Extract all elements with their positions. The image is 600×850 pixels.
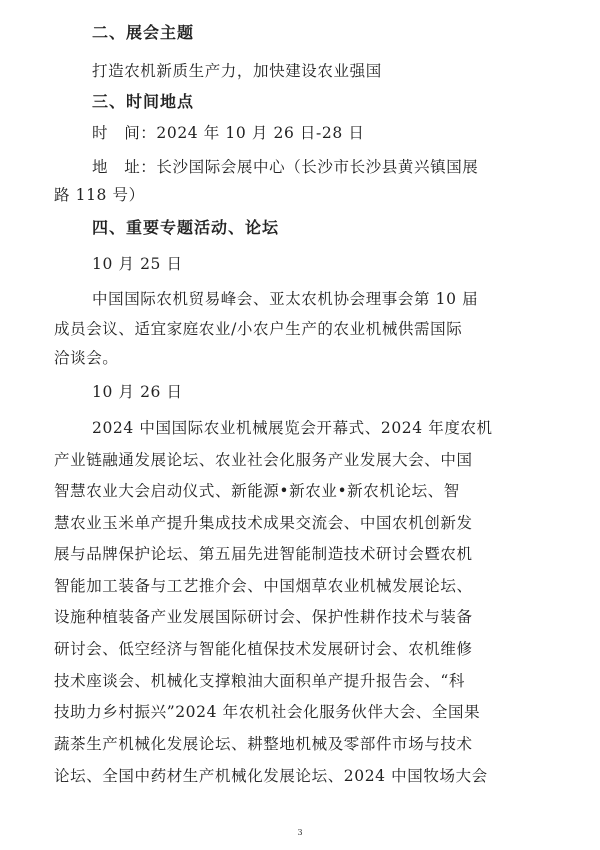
oct-25-paragraph-line: 成员会议、适宜家庭农业/小农户生产的农业机械供需国际 xyxy=(54,320,463,338)
oct-26-paragraph-line: 论坛、全国中药材生产机械化发展论坛、2024 中国牧场大会 xyxy=(54,767,488,785)
theme-text: 打造农机新质生产力，加快建设农业强国 xyxy=(92,62,382,80)
heading-key-events-forums: 四、重要专题活动、论坛 xyxy=(92,218,280,237)
heading-time-location: 三、时间地点 xyxy=(92,92,195,111)
heading-exhibition-theme: 二、展会主题 xyxy=(92,23,195,42)
oct-26-paragraph-line: 慧农业玉米单产提升集成技术成果交流会、中国农机创新发 xyxy=(54,514,473,532)
page-number: 3 xyxy=(297,828,303,837)
date-oct-26: 10 月 26 日 xyxy=(92,383,183,401)
location-text-line-2: 路 118 号） xyxy=(54,186,145,204)
oct-26-paragraph-line: 智能加工装备与工艺推介会、中国烟草农业机械发展论坛、 xyxy=(54,577,473,595)
oct-26-paragraph-line: 展与品牌保护论坛、第五届先进智能制造技术研讨会暨农机 xyxy=(54,545,473,563)
location-text-line-1: 地 址：长沙国际会展中心（长沙市长沙县黄兴镇国展 xyxy=(92,158,479,176)
oct-26-paragraph-line: 产业链融通发展论坛、农业社会化服务产业发展大会、中国 xyxy=(54,451,473,469)
date-oct-25: 10 月 25 日 xyxy=(92,255,183,273)
oct-26-paragraph-line: 研讨会、低空经济与智能化植保技术发展研讨会、农机维修 xyxy=(54,640,473,658)
oct-25-paragraph-line: 洽谈会。 xyxy=(54,349,119,367)
oct-26-paragraph-line: 2024 中国国际农业机械展览会开幕式、2024 年度农机 xyxy=(92,419,493,437)
oct-25-paragraph-line: 中国国际农机贸易峰会、亚太农机协会理事会第 10 届 xyxy=(92,290,479,308)
oct-26-paragraph-line: 设施种植装备产业发展国际研讨会、保护性耕作技术与装备 xyxy=(54,608,473,626)
oct-26-paragraph-line: 技助力乡村振兴”2024 年农机社会化服务伙伴大会、全国果 xyxy=(54,703,481,721)
oct-26-paragraph-line: 蔬茶生产机械化发展论坛、耕整地机械及零部件市场与技术 xyxy=(54,735,473,753)
oct-26-paragraph-line: 技术座谈会、机械化支撑粮油大面积单产提升报告会、“科 xyxy=(54,672,466,690)
time-text: 时 间：2024 年 10 月 26 日-28 日 xyxy=(92,124,365,142)
oct-26-paragraph-line: 智慧农业大会启动仪式、新能源•新农业•新农机论坛、智 xyxy=(54,482,460,500)
